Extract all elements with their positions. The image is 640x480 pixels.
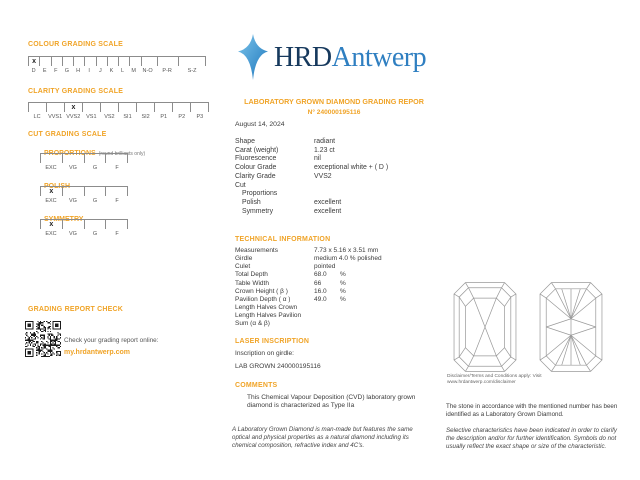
clarity-scale-cell-P2: [172, 103, 190, 112]
report-check-prompt: Check your grading report online:: [64, 337, 159, 344]
colour-scale-cell-S-Z: [178, 57, 206, 66]
colour-scale-label-H: H: [76, 67, 81, 74]
grade-mark-VVS2: x: [71, 104, 76, 111]
technical-heading: TECHNICAL INFORMATION: [235, 236, 331, 243]
report-check-url: my.hrdantwerp.com: [64, 349, 130, 356]
proportions-scale-cell-F: [105, 154, 128, 163]
proportions-scale-cell-EXC: [40, 154, 62, 163]
summary-row: [235, 147, 435, 156]
technical-value: [314, 312, 340, 320]
technical-row: [235, 312, 435, 320]
proportions-scale-cell-G: [84, 154, 106, 163]
technical-unit: %: [340, 279, 346, 287]
laser-heading: LASER INSCRIPTION: [235, 338, 310, 345]
radiant-pavilion-view-diagram: [539, 281, 603, 373]
report-check-heading: GRADING REPORT CHECK: [28, 306, 124, 313]
polish-scale-cell-G: [84, 187, 106, 196]
logo-text-antwerp: Antwerp: [331, 42, 427, 73]
colour-grading-scale: [28, 56, 206, 74]
summary-row: [235, 164, 435, 173]
colour-scale-cell-E: [39, 57, 50, 66]
grade-mark-EXC: x: [49, 221, 54, 228]
comments-text: This Chemical Vapour Deposition (CVD) laboratory grown diamond is characterized as Type IIa: [247, 394, 416, 410]
colour-scale-label-S-Z: S-Z: [187, 67, 197, 74]
colour-scale-label-E: E: [42, 67, 47, 74]
proportions-scale-label-G: G: [92, 164, 98, 171]
colour-scale-label-M: M: [131, 67, 136, 74]
colour-scale-cell-K: [107, 57, 118, 66]
technical-row: [235, 255, 435, 263]
technical-value: 16.0: [314, 287, 327, 295]
technical-value: [314, 320, 340, 328]
colour-scale-cell-J: [96, 57, 107, 66]
report-date: August 14, 2024: [235, 121, 285, 128]
summary-label: Proportions: [242, 190, 278, 198]
clarity-scale-cell-VVS1: [46, 103, 64, 112]
colour-scale-cell-L: [118, 57, 129, 66]
technical-row: [235, 271, 435, 279]
clarity-scale-cell-SI2: [136, 103, 154, 112]
clarity-scale-cell-VS2: [100, 103, 118, 112]
polish-scale-label-F: F: [115, 197, 119, 204]
polish-scale-label-EXC: EXC: [45, 197, 57, 204]
colour-scale-labels: [28, 66, 206, 74]
hrd-antwerp-logo: [236, 34, 426, 82]
logo-text-hrd: HRD: [274, 42, 332, 73]
summary-row: [235, 182, 435, 191]
proportions-scale-label-VG: VG: [69, 164, 77, 171]
colour-scale-cell-G: [62, 57, 73, 66]
summary-label: Clarity Grade: [235, 172, 276, 180]
polish-scale-bar: [40, 186, 128, 196]
technical-label: Length Halves Crown: [235, 304, 298, 312]
clarity-scale-label-P3: P3: [196, 113, 204, 120]
technical-row: [235, 320, 435, 328]
proportions-scale-cell-VG: [62, 154, 84, 163]
symmetry-scale-labels: [40, 229, 128, 237]
colour-scale-label-I: I: [88, 67, 90, 74]
clarity-scale-label-P1: P1: [160, 113, 168, 120]
technical-unit: %: [340, 295, 346, 303]
colour-scale-label-F: F: [54, 67, 58, 74]
symmetry-scale-label-EXC: EXC: [45, 230, 57, 237]
sparkle-star-icon: [236, 34, 270, 82]
summary-row: [235, 173, 435, 182]
stone-identification-note: The stone in accordance with the mentioned number has been identified as a Laboratory Grown Diamond.: [446, 403, 618, 418]
clarity-scale-label-P2: P2: [178, 113, 186, 120]
report-number: N° 240000195116: [307, 109, 361, 116]
clarity-scale-cell-VS1: [82, 103, 100, 112]
clarity-scale-label-SI2: SI2: [141, 113, 150, 120]
technical-value: 66: [314, 279, 322, 287]
technical-row: [235, 296, 435, 304]
summary-value: radiant: [314, 138, 336, 145]
proportions-heading: PROPORTIONS: [44, 150, 96, 157]
technical-value: [314, 304, 340, 312]
grade-mark-D: x: [32, 58, 37, 65]
technical-row: [235, 247, 435, 255]
technical-label: Table Width: [235, 279, 269, 287]
symmetry-scale-cell-EXC: [40, 220, 62, 229]
laser-inscription: LAB GROWN 240000195116: [235, 363, 321, 370]
clarity-scale-label-VS1: VS1: [86, 113, 97, 120]
technical-label: Girdle: [235, 255, 253, 263]
technical-unit: %: [340, 287, 346, 295]
polish-heading: POLISH: [44, 183, 71, 190]
symmetry-scale-label-VG: VG: [69, 230, 77, 237]
proportions-scale-label-EXC: EXC: [45, 164, 57, 171]
summary-value: VVS2: [314, 172, 332, 180]
polish-scale-cell-F: [105, 187, 128, 196]
proportions-note: (round brilliants only): [98, 151, 146, 157]
clarity-grading-scale: [28, 102, 209, 120]
colour-scale-cell-N-O: [141, 57, 157, 66]
clarity-scale-label-VS2: VS2: [104, 113, 115, 120]
colour-scale-cell-F: [51, 57, 62, 66]
technical-label: Pavilion Depth ( α ): [235, 295, 291, 303]
colour-scale-cell-D: [28, 57, 39, 66]
summary-value: nil: [314, 155, 321, 163]
clarity-scale-cell-P3: [190, 103, 209, 112]
disclaimer-url: www.hrdantwerp.com/disclaimer: [447, 380, 516, 385]
laser-line1: Inscription on girdle:: [235, 350, 295, 357]
technical-label: Culet: [235, 263, 251, 271]
colour-scale-cell-M: [129, 57, 140, 66]
polish-scale-cell-EXC: [40, 187, 62, 196]
technical-label: Total Depth: [235, 271, 268, 279]
colour-scale-label-P-R: P-R: [162, 67, 172, 74]
proportions-scale-label-F: F: [115, 164, 119, 171]
summary-label: Colour Grade: [235, 164, 277, 172]
technical-label: Sum (α & β): [235, 320, 270, 328]
technical-value: medium 4.0 % polished: [314, 255, 382, 263]
summary-row: [235, 190, 435, 199]
polish-scale-cell-VG: [62, 187, 84, 196]
summary-row: [235, 155, 435, 164]
symmetry-scale: [40, 219, 128, 237]
summary-row: [235, 199, 435, 208]
polish-scale-label-G: G: [92, 197, 98, 204]
summary-value: 1.23 ct: [314, 146, 335, 154]
clarity-scale-cell-LC: [28, 103, 46, 112]
colour-scale-cell-P-R: [157, 57, 179, 66]
clarity-scale-label-VVS1: VVS1: [48, 113, 63, 120]
qr-code-icon: [25, 320, 61, 358]
characteristics-note: Selective characteristics have been indicated in order to clarify the description and/or for further identification. Symbols do not usually reflect the exact shape or size of the characteristic.: [446, 427, 617, 450]
technical-row: [235, 280, 435, 288]
technical-table: [235, 247, 435, 329]
technical-value: 7.73 x 5.16 x 3.51 mm: [314, 247, 379, 254]
clarity-scale-cell-VVS2: [64, 103, 82, 112]
lab-grown-note: A Laboratory Grown Diamond is man-made but features the same optical and physical properties as a natural diamond including its chemical composition, refractive index and 4C's.: [232, 426, 413, 449]
polish-scale-labels: [40, 196, 128, 204]
technical-value: 49.0: [314, 295, 327, 303]
polish-scale-label-VG: VG: [69, 197, 77, 204]
summary-label: Cut: [235, 181, 246, 189]
technical-row: [235, 288, 435, 296]
colour-scale-heading: COLOUR GRADING SCALE: [28, 41, 123, 48]
summary-label: Polish: [242, 198, 261, 206]
technical-row: [235, 263, 435, 271]
summary-row: [235, 208, 435, 217]
technical-value: pointed: [314, 263, 336, 271]
clarity-scale-cell-SI1: [118, 103, 136, 112]
disclaimer-text: Disclaimer/Terms and Conditions apply: Visit: [447, 374, 542, 379]
symmetry-scale-cell-VG: [62, 220, 84, 229]
symmetry-scale-bar: [40, 219, 128, 229]
colour-scale-cell-H: [73, 57, 84, 66]
clarity-scale-label-LC: LC: [33, 113, 41, 120]
technical-row: [235, 304, 435, 312]
cut-scale-heading: CUT GRADING SCALE: [28, 131, 107, 138]
technical-value: 68.0: [314, 271, 327, 279]
proportions-scale: [40, 153, 128, 171]
grade-mark-EXC: x: [49, 188, 54, 195]
summary-label: Carat (weight): [235, 146, 279, 154]
report-title: LABORATORY GROWN DIAMOND GRADING REPOR: [244, 97, 424, 106]
summary-label: Shape: [235, 138, 255, 145]
summary-table: [235, 138, 435, 216]
polish-scale: [40, 186, 128, 204]
clarity-scale-label-SI1: SI1: [123, 113, 132, 120]
symmetry-scale-label-F: F: [115, 230, 119, 237]
technical-label: Crown Height ( β ): [235, 287, 288, 295]
summary-value: exceptional white + ( D ): [314, 164, 389, 172]
summary-value: excellent: [314, 198, 342, 206]
summary-label: Fluorescence: [235, 155, 277, 163]
summary-row: [235, 138, 435, 147]
technical-label: Measurements: [235, 247, 278, 254]
clarity-scale-cell-P1: [154, 103, 172, 112]
colour-scale-label-J: J: [98, 67, 102, 74]
colour-scale-label-D: D: [31, 67, 36, 74]
colour-scale-label-K: K: [109, 67, 114, 74]
clarity-scale-labels: [28, 112, 209, 120]
technical-unit: %: [340, 271, 346, 279]
colour-scale-label-G: G: [64, 67, 70, 74]
clarity-scale-label-VVS2: VVS2: [66, 113, 81, 120]
clarity-scale-bar: [28, 102, 209, 112]
symmetry-scale-cell-F: [105, 220, 128, 229]
summary-value: excellent: [314, 207, 342, 215]
technical-label: Length Halves Pavilion: [235, 312, 302, 320]
comments-heading: COMMENTS: [235, 382, 278, 389]
colour-scale-bar: [28, 56, 206, 66]
symmetry-heading: SYMMETRY: [44, 216, 84, 223]
proportions-scale-bar: [40, 153, 128, 163]
colour-scale-label-N-O: N-O: [142, 67, 153, 74]
proportions-scale-labels: [40, 163, 128, 171]
radiant-crown-view-diagram: [453, 281, 517, 373]
colour-scale-cell-I: [84, 57, 95, 66]
colour-scale-label-L: L: [121, 67, 125, 74]
clarity-scale-heading: CLARITY GRADING SCALE: [28, 88, 124, 95]
symmetry-scale-cell-G: [84, 220, 106, 229]
disclaimer-note: [447, 374, 587, 386]
symmetry-scale-label-G: G: [92, 230, 98, 237]
summary-label: Symmetry: [242, 207, 274, 215]
